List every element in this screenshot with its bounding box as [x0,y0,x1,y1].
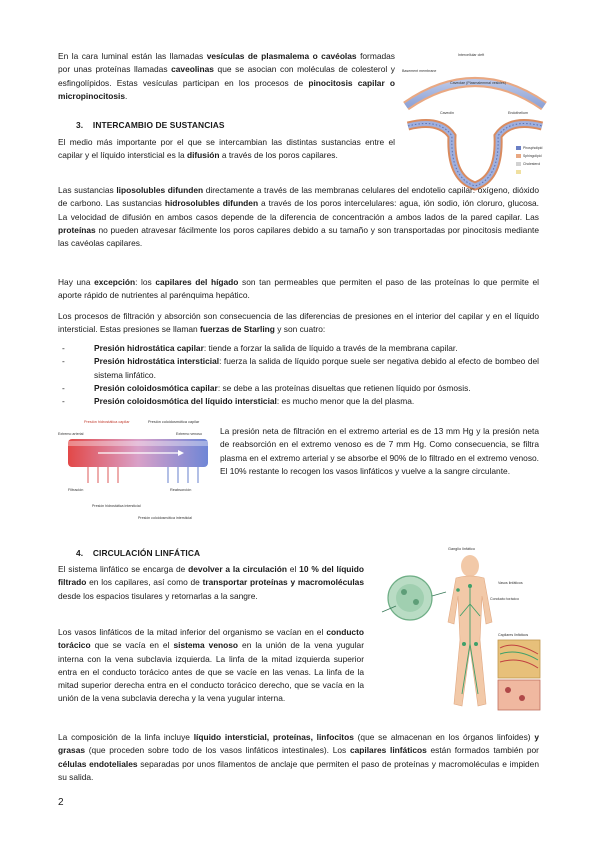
procesos-bold-starling: fuerzas de Starling [199,324,275,335]
excep-text-2: : los [135,277,156,287]
force-description: : es mucho menor que la del plasma. [276,396,415,407]
caveola-label-caveolin: Caveolin [440,111,454,115]
page-number: 2 [58,797,64,808]
caveola-label-cholesterol: Cholesterol [523,162,541,166]
intro-text-3: que se asocian con moléculas de colesterol y esfingolípidos. Estas vesículas participan en los procesos de [58,64,395,88]
vasos-bold-venoso: sistema venoso [173,640,238,651]
force-item [62,395,539,408]
intro-bold-caveolas: vesículas de plasmalema o cavéolas [206,51,357,61]
force-name: Presión coloidosmótica capilar [94,382,218,393]
section-3-heading [76,120,225,130]
procesos-paragraph [58,310,539,337]
medio-paragraph [58,136,395,163]
force-name: Presión hidrostática intersticial [94,356,220,367]
lipo-bold-proteinas: proteínas [58,224,96,235]
caveola-illustration [400,48,550,198]
intro-text-2: formadas por unas proteínas llamadas [58,51,395,75]
force-item [62,355,539,382]
linf-bold-transportar: transportar proteínas y macromoléculas [202,577,364,588]
caveola-label-sphingolipid: Sphingolipid [523,154,542,158]
lipo-bold-liposolubles: liposolubles difunden [116,185,204,195]
section-4-number: 4. [76,548,84,558]
lipo-text-1: Las sustancias [58,185,117,195]
vasos-bold-toracico: conducto torácico [58,627,364,651]
lymph-label-capilares: Capilares linfáticos [498,633,529,637]
lymph-label-vasos: Vasos linfáticos [498,581,523,585]
comp-text-5: separadas por unos filamentos de anclaje que permiten el paso de proteínas y macromoléculas e impiden su salida. [58,758,540,782]
force-name: Presión hidrostática capilar [94,343,204,353]
force-item [62,382,539,395]
procesos-text-1: Los procesos de filtración y absorción son consecuencia de las diferencias de presiones en el interior del capilar y en el líquido intersticial. Estas presiones se llaman [58,311,539,335]
intro-bold-pinocitosis: pinocitosis capilar o micropinocitosis [58,77,395,101]
lipo-text-3: a través de los poros intercelulares: agua, ión sodio, ión cloruro, glucosa. La velocidad de difusión en ambos casos depende de la diferencia de concentración a ambos lados de la pared capilar. Las [58,198,539,222]
intro-text-4: . [125,90,128,101]
medio-text-2: a través de los poros capilares. [219,150,338,161]
medio-bold-difusion: difusión [186,150,220,161]
cap-label-arterial: Extremo arterial [58,432,84,436]
cap-label-venoso: Extremo venoso [176,432,202,436]
comp-bold-liquido: líquido intersticial, proteínas, linfocitos [193,732,354,742]
caveola-label-cleft: Intercellular cleft [458,53,485,57]
capillary-pressure-figure [58,417,214,529]
linf-text-2: el [286,564,300,574]
linf-text-4: desde los espacios tisulares y retornarlas a la sangre. [58,590,258,601]
lymphatic-illustration [374,544,542,718]
caveola-label-endothelium: Endothelium [508,111,528,115]
vasos-text-1: Los vasos linfáticos de la mitad inferior del organismo se vacían en el [58,627,327,637]
force-description: : fuerza la salida de líquido porque suele ser negativa debido al efecto de bombeo del sistema linfático. [94,356,539,380]
vasos-text-2: que se vacía en el [90,640,174,651]
section-4-title: CIRCULACIÓN LINFÁTICA [92,548,201,558]
medio-text-1: El medio más importante por el que se intercambian las distintas sustancias entre el capilar y el líquido intersticial es la [58,137,395,161]
section-3-number: 3. [76,120,84,130]
excepcion-paragraph [58,276,539,303]
linf-text-3: en los capilares, así como de [86,577,203,588]
linf-bold-devolver: devolver a la circulación [188,564,287,574]
starling-forces-list [62,342,539,408]
cap-label-coloid-cap: Presión coloidosmótica capilar [148,420,200,424]
intro-paragraph [58,50,395,103]
force-item [62,342,539,355]
lymph-label-ganglio: Ganglio linfático [448,547,476,551]
lipo-bold-hidrosolubles: hidrosolubles difunden [164,198,259,209]
excep-bold-higado: capilares del hígado [155,277,239,287]
section-3-title: INTERCAMBIO DE SUSTANCIAS [92,120,225,130]
intro-bold-caveolinas: caveolinas [171,64,214,75]
caveola-label-vesicles: Caveolae (Plasmalemmal vesicles) [450,81,506,85]
lymph-label-conducto: Conducto torácico [490,597,519,601]
comp-bold-capilares: capilares linfáticos [349,745,427,756]
cap-label-reabsorcion: Reabsorción [170,488,192,492]
comp-text-3: (que proceden sobre todo de los vasos linfáticos intestinales). Los [85,745,350,756]
excep-bold-excepcion: excepción [94,277,136,287]
cap-label-filtracion: Filtración [68,488,84,492]
comp-bold-celulas: células endoteliales [58,758,138,769]
caveola-figure [400,48,550,198]
liposolubles-paragraph [58,184,539,250]
linf-text-1: El sistema linfático se encarga de [58,564,189,574]
presion-neta-paragraph: La presión neta de filtración en el extremo arterial es de 13 mm Hg y la presión neta de reabsorción en el extremo venoso es de 7 mm Hg. Como consecuencia, se filtra plasma en el extremo arterial y se absorbe el 90% de lo filtrado en el extremo venoso. El 10% restante lo recogen los vasos linfáticos y vuelve a la sangre circulante. [220,426,539,476]
force-description: : se debe a las proteínas disueltas que retienen líquido por ósmosis. [217,382,471,393]
linfatico-paragraph [58,563,364,603]
force-description: : tiende a forzar la salida de líquido a través de la membrana capilar. [203,343,458,353]
vasos-text-3: en la unión de la vena yugular interna con la vena subclavia izquierda. La linfa de la mitad izquierda superior entra en el conducto torácico antes de que se vacíe en las venas. La linfa de la mitad superior derecha entra en el conducto torácico derecho, que se vacía en la unión de la vena subclavia derecha y la vena yugular interna. [58,640,364,704]
capillary-illustration [58,417,214,529]
cap-label-coloid-int: Presión coloidosmótica intersticial [138,516,192,520]
excep-text-1: Hay una [58,277,95,287]
caveola-label-basement: Basement membrane [402,69,437,73]
cap-label-hidro-cap: Presión hidrostática capilar [84,420,130,424]
lymphatic-system-figure [374,544,542,718]
cap-label-hidro-int: Presión hidrostática intersticial [92,504,141,508]
comp-text-2: (que se almacenan en los órganos linfoides) [353,732,535,742]
force-name: Presión coloidosmótica del líquido intersticial [94,396,277,407]
intro-text-1: En la cara luminal están las llamadas [58,51,207,61]
linf-bold-10: 10 % del líquido filtrado [58,564,364,588]
vasos-paragraph [58,626,364,706]
comp-text-4: están formados también por [426,745,539,756]
procesos-text-2: y son cuatro: [274,324,326,335]
composicion-paragraph [58,731,539,784]
comp-text-1: La composición de la linfa incluye [58,732,194,742]
lipo-text-4: no pueden atravesar fácilmente los poros capilares debido a su tamaño y son transportadas por pinocitosis mediante las cavéolas capilares. [58,224,539,249]
comp-bold-grasas: y grasas [58,732,539,756]
excep-text-3: son tan permeables que permiten el paso de las proteínas lo que permite el aporte rápido de nutrientes al parénquima hepático. [58,277,539,301]
lipo-text-2: directamente a través de las membranas celulares del endotelio capilar: oxígeno, dióxido de carbono. Las sustancias [58,185,539,209]
caveola-label-phospholipid: Phospholipid [523,146,543,150]
section-4-heading [76,548,200,558]
